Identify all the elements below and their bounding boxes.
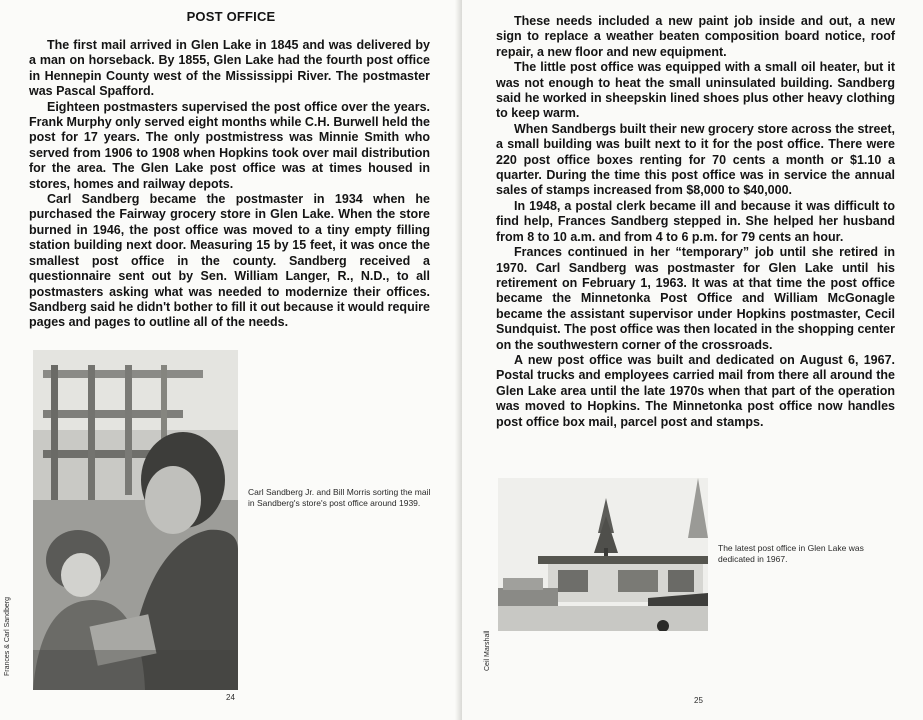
paragraph: Frances continued in her “temporary” job until she retired in 1970. Carl Sandberg was postmaster for Glen Lake until his retirement on February 1, 1963. It was at that time the post office became the Minnetonka Post Office and William McGonagle became the assistant supervisor under Hopkins postmaster, Cecil Sundquist. The post office was then located in the shopping center on the southwestern corner of the crossroads.: [496, 245, 895, 352]
photo-caption: Carl Sandberg Jr. and Bill Morris sorting the mail in Sandberg's store's post office around 1939.: [248, 487, 431, 508]
paragraph: Eighteen postmasters supervised the post office over the years. Frank Murphy only served eight months while C.H. Burwell held the post for 17 years. The only postmistress was Minnie Smith who served from 1906 to 1908 when Hopkins took over mail distribution for the area. The Glen Lake post office was at times housed in stores, homes and railway depots.: [29, 99, 430, 191]
paragraph: Carl Sandberg became the postmaster in 1934 when he purchased the Fairway grocery store in Glen Lake. When the store burned in 1946, the post office was moved to a tiny empty filling station building next door. Measuring 15 by 15 feet, it was once the smallest post office in the county. Sandberg received a questionnaire sent out by Sen. William Langer, R., N.D., to all postmasters asking what was needed to modernize their offices. Sandberg said he didn't bother to fill it out because it would require pages and pages to outline all of the needs.: [29, 192, 430, 330]
paragraph: The first mail arrived in Glen Lake in 1845 and was delivered by a man on horseback. By 1855, Glen Lake had the fourth post office in Hennepin County west of the Mississippi River. The postmaster was Pascal Spafford.: [29, 38, 430, 99]
mail-sorting-photo: [33, 350, 238, 690]
paragraph: These needs included a new paint job inside and out, a new sign to replace a weather beaten composition board notice, roof repair, a new floor and new equipment.: [496, 14, 895, 59]
photo-caption: The latest post office in Glen Lake was dedicated in 1967.: [718, 543, 864, 564]
paragraph: A new post office was built and dedicated on August 6, 1967. Postal trucks and employees carried mail from there all around the Glen Lake area until the late 1970s when that part of the operation was moved to Hopkins. The Minnetonka post office now handles post office box mail, parcel post and stamps.: [496, 352, 895, 429]
paragraph: The little post office was equipped with a small oil heater, but it was not enough to heat the small uninsulated building. Sandberg said he worked in sheepskin lined shoes plus other heavy clothing to keep warm.: [496, 60, 895, 121]
page-title: POST OFFICE: [186, 9, 276, 24]
photo-credit: Frances & Carl Sandberg: [4, 597, 11, 676]
paragraph: In 1948, a postal clerk became ill and because it was difficult to find help, Frances Sandberg stepped in. She helped her husband from 8 to 10 a.m. and from 4 to 6 p.m. for 79 cents an hour.: [496, 198, 895, 244]
post-office-building-illustration: [498, 478, 708, 631]
left-body-text: [29, 38, 430, 331]
photo-credit: Ceil Marshall: [484, 630, 491, 671]
new-post-office-photo: [498, 478, 708, 631]
paragraph: When Sandbergs built their new grocery store across the street, a small building was built next to it for the post office. There were 220 post office boxes renting for 70 cents a month or $1.10 a quarter. During the time this post office was in service the annual sales of stamps increased from $8,000 to $40,000.: [496, 121, 895, 198]
mail-sorting-illustration: [33, 350, 238, 690]
page-number: 25: [694, 696, 703, 705]
page-number: 24: [226, 693, 235, 702]
right-body-text: [496, 14, 895, 430]
